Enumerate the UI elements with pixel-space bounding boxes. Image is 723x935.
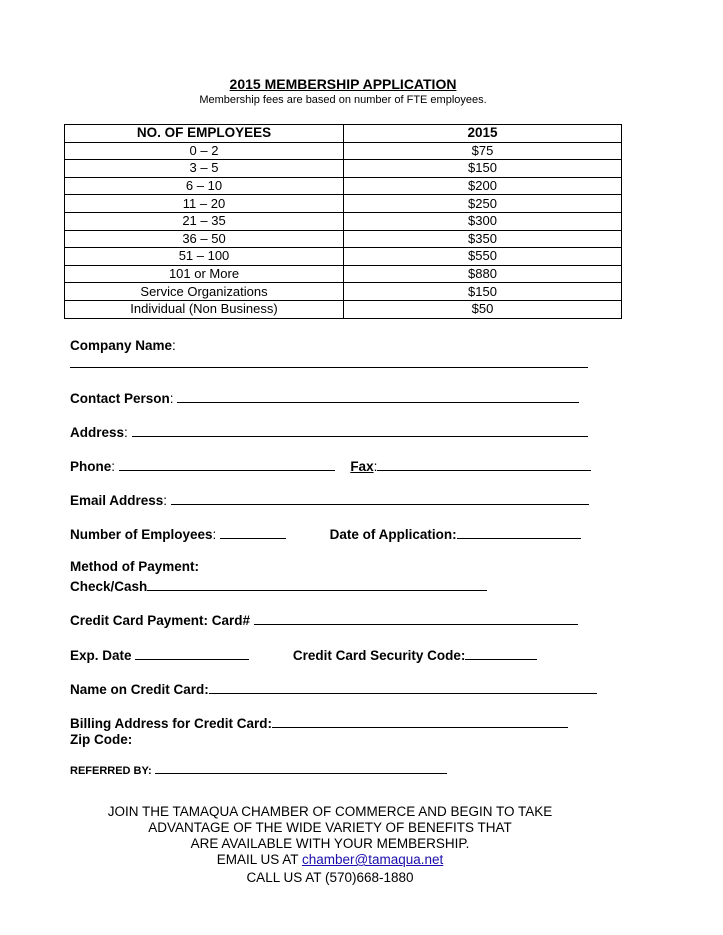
contact-person-label: Contact Person bbox=[70, 391, 170, 406]
billing-address-field[interactable] bbox=[272, 714, 568, 728]
fee-table bbox=[64, 124, 622, 319]
security-code-label: Credit Card Security Code: bbox=[292, 648, 466, 663]
footer-line-3: ARE AVAILABLE WITH YOUR MEMBERSHIP. bbox=[190, 836, 470, 851]
card-number-field[interactable] bbox=[254, 611, 578, 625]
fax-field[interactable] bbox=[377, 457, 591, 471]
fee-cell: $75 bbox=[344, 142, 622, 160]
name-on-card-row bbox=[70, 680, 597, 697]
billing-address-label: Billing Address for Credit Card: bbox=[70, 716, 273, 731]
table-row bbox=[65, 160, 622, 178]
fee-cell: $200 bbox=[344, 177, 622, 195]
table-row bbox=[65, 212, 622, 230]
num-employees-field[interactable] bbox=[220, 525, 286, 539]
referred-by-row bbox=[70, 762, 447, 777]
referred-by-field[interactable] bbox=[155, 762, 447, 774]
employees-cell: 51 – 100 bbox=[65, 248, 344, 266]
employees-cell: 0 – 2 bbox=[65, 142, 344, 160]
table-row bbox=[65, 195, 622, 213]
phone-label: Phone bbox=[70, 459, 112, 474]
column-header-employees: NO. OF EMPLOYEES bbox=[65, 125, 344, 143]
company-name-field[interactable] bbox=[70, 367, 588, 368]
name-on-card-field[interactable] bbox=[209, 680, 597, 694]
table-row bbox=[65, 142, 622, 160]
num-employees-label: Number of Employees bbox=[70, 527, 213, 542]
employees-cell: 3 – 5 bbox=[65, 160, 344, 178]
fee-cell: $550 bbox=[344, 248, 622, 266]
employees-cell: Service Organizations bbox=[65, 283, 344, 301]
fax-label: Fax bbox=[350, 459, 374, 474]
exp-date-label: Exp. Date bbox=[70, 648, 132, 663]
check-cash-row bbox=[70, 577, 487, 594]
employees-cell: 6 – 10 bbox=[65, 177, 344, 195]
method-of-payment-label: Method of Payment: bbox=[70, 559, 200, 574]
fee-cell: $150 bbox=[344, 283, 622, 301]
page-subtitle: Membership fees are based on number of FTE employees. bbox=[199, 94, 487, 106]
check-cash-label: Check/Cash bbox=[70, 579, 148, 594]
email-prefix: EMAIL US AT bbox=[216, 852, 302, 867]
employees-cell: 101 or More bbox=[65, 265, 344, 283]
zip-code-label: Zip Code: bbox=[70, 732, 133, 747]
fee-cell: $300 bbox=[344, 212, 622, 230]
table-row bbox=[65, 177, 622, 195]
employees-cell: 36 – 50 bbox=[65, 230, 344, 248]
billing-address-row bbox=[70, 714, 568, 731]
table-row bbox=[65, 265, 622, 283]
contact-person-row: Contact Person: bbox=[70, 389, 579, 406]
fee-table-header-row bbox=[65, 125, 622, 143]
employees-cell: 11 – 20 bbox=[65, 195, 344, 213]
footer-email-line bbox=[0, 852, 660, 868]
phone-field[interactable] bbox=[119, 457, 335, 471]
page-title: 2015 MEMBERSHIP APPLICATION bbox=[229, 76, 457, 92]
phone-fax-row: Phone: Fax: bbox=[70, 457, 591, 474]
date-of-application-label: Date of Application: bbox=[329, 527, 457, 542]
fee-cell: $350 bbox=[344, 230, 622, 248]
company-name-row: Company Name: bbox=[70, 338, 176, 353]
email-field[interactable] bbox=[171, 491, 589, 505]
address-label: Address bbox=[70, 425, 125, 440]
email-label: Email Address bbox=[70, 493, 164, 508]
zip-code-row bbox=[70, 732, 132, 747]
credit-card-payment-label: Credit Card Payment: Card# bbox=[70, 613, 251, 628]
date-of-application-field[interactable] bbox=[457, 525, 581, 539]
email-row: Email Address: bbox=[70, 491, 589, 508]
email-link[interactable]: chamber@tamaqua.net bbox=[301, 852, 444, 867]
name-on-card-label: Name on Credit Card: bbox=[70, 682, 209, 697]
address-row: Address: bbox=[70, 423, 588, 440]
exp-security-row bbox=[70, 646, 537, 663]
referred-by-label: REFERRED BY: bbox=[70, 765, 152, 777]
address-field[interactable] bbox=[132, 423, 588, 437]
table-row bbox=[65, 248, 622, 266]
company-name-label: Company Name bbox=[70, 338, 173, 353]
employees-cell: 21 – 35 bbox=[65, 212, 344, 230]
contact-person-field[interactable] bbox=[177, 389, 579, 403]
table-row bbox=[65, 283, 622, 301]
footer-line-1: JOIN THE TAMAQUA CHAMBER OF COMMERCE AND BEGIN TO TAKE bbox=[107, 804, 553, 819]
fee-cell: $250 bbox=[344, 195, 622, 213]
footer-call-line: CALL US AT (570)668-1880 bbox=[246, 870, 414, 885]
fee-cell: $150 bbox=[344, 160, 622, 178]
employees-date-row: Number of Employees: Date of Application: bbox=[70, 525, 581, 542]
method-of-payment-row bbox=[70, 559, 199, 574]
check-cash-field[interactable] bbox=[147, 577, 487, 591]
credit-card-payment-row bbox=[70, 611, 578, 628]
fee-cell: $880 bbox=[344, 265, 622, 283]
column-header-year: 2015 bbox=[344, 125, 622, 143]
employees-cell: Individual (Non Business) bbox=[65, 300, 344, 318]
fee-cell: $50 bbox=[344, 300, 622, 318]
exp-date-field[interactable] bbox=[135, 646, 249, 660]
security-code-field[interactable] bbox=[465, 646, 537, 660]
footer-line-2: ADVANTAGE OF THE WIDE VARIETY OF BENEFITS THAT bbox=[148, 820, 512, 835]
table-row bbox=[65, 230, 622, 248]
table-row bbox=[65, 300, 622, 318]
